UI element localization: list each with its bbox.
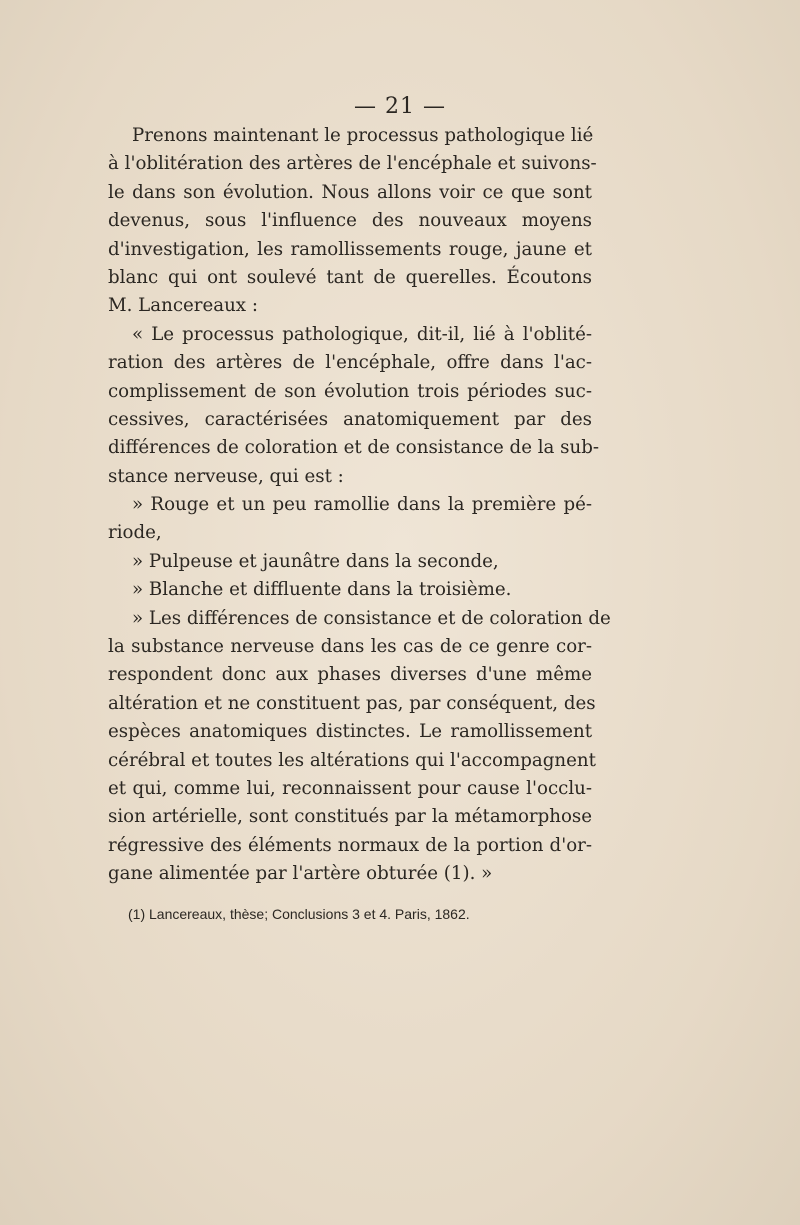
text-line: d'investigation, les ramollissements rouge, jaune et — [108, 238, 592, 260]
text-line: cérébral et toutes les altérations qui l'accompagnent — [108, 749, 596, 771]
text-line: stance nerveuse, qui est : — [108, 465, 344, 487]
text-line: riode, — [108, 522, 162, 544]
text-line: gane alimentée par l'artère obturée (1). » — [108, 863, 493, 885]
text-line: blanc qui ont soulevé tant de querelles. Écoutons — [108, 266, 592, 288]
text-line: sion artérielle, sont constitués par la métamorphose — [108, 806, 592, 828]
text-line: respondent donc aux phases diverses d'une même — [108, 664, 592, 686]
text-line: » Rouge et un peu ramollie dans la première pé- — [132, 494, 592, 516]
text-line: régressive des éléments normaux de la portion d'or- — [108, 834, 592, 856]
text-line: la substance nerveuse dans les cas de ce genre cor- — [108, 636, 592, 658]
page-number: — 21 — — [354, 94, 446, 119]
text-line: différences de coloration et de consistance de la sub- — [108, 437, 600, 459]
text-line: ration des artères de l'encéphale, offre dans l'ac- — [108, 352, 592, 374]
text-line: espèces anatomiques distinctes. Le ramollissement — [108, 721, 592, 743]
text-line: altération et ne constituent pas, par conséquent, des — [108, 692, 596, 714]
text-line: M. Lancereaux : — [108, 295, 258, 317]
body-text — [108, 122, 611, 889]
text-line: » Pulpeuse et jaunâtre dans la seconde, — [132, 550, 499, 572]
text-line: complissement de son évolution trois périodes suc- — [108, 380, 592, 402]
text-line: à l'oblitération des artères de l'encéphale et suivons- — [108, 153, 597, 175]
text-line: « Le processus pathologique, dit-il, lié à l'oblité- — [132, 323, 592, 345]
text-line: et qui, comme lui, reconnaissent pour cause l'occlu- — [108, 777, 592, 799]
text-line: » Blanche et diffluente dans la troisième. — [132, 579, 512, 601]
text-line: Prenons maintenant le processus pathologique lié — [132, 125, 594, 146]
footnote: (1) Lancereaux, thèse; Conclusions 3 et 4. Paris, 1862. — [128, 906, 470, 922]
text-line: le dans son évolution. Nous allons voir ce que sont — [108, 181, 592, 203]
text-line: cessives, caractérisées anatomiquement par des — [108, 408, 592, 430]
text-line: » Les différences de consistance et de coloration de — [132, 607, 611, 629]
text-line: devenus, sous l'influence des nouveaux moyens — [108, 210, 592, 232]
